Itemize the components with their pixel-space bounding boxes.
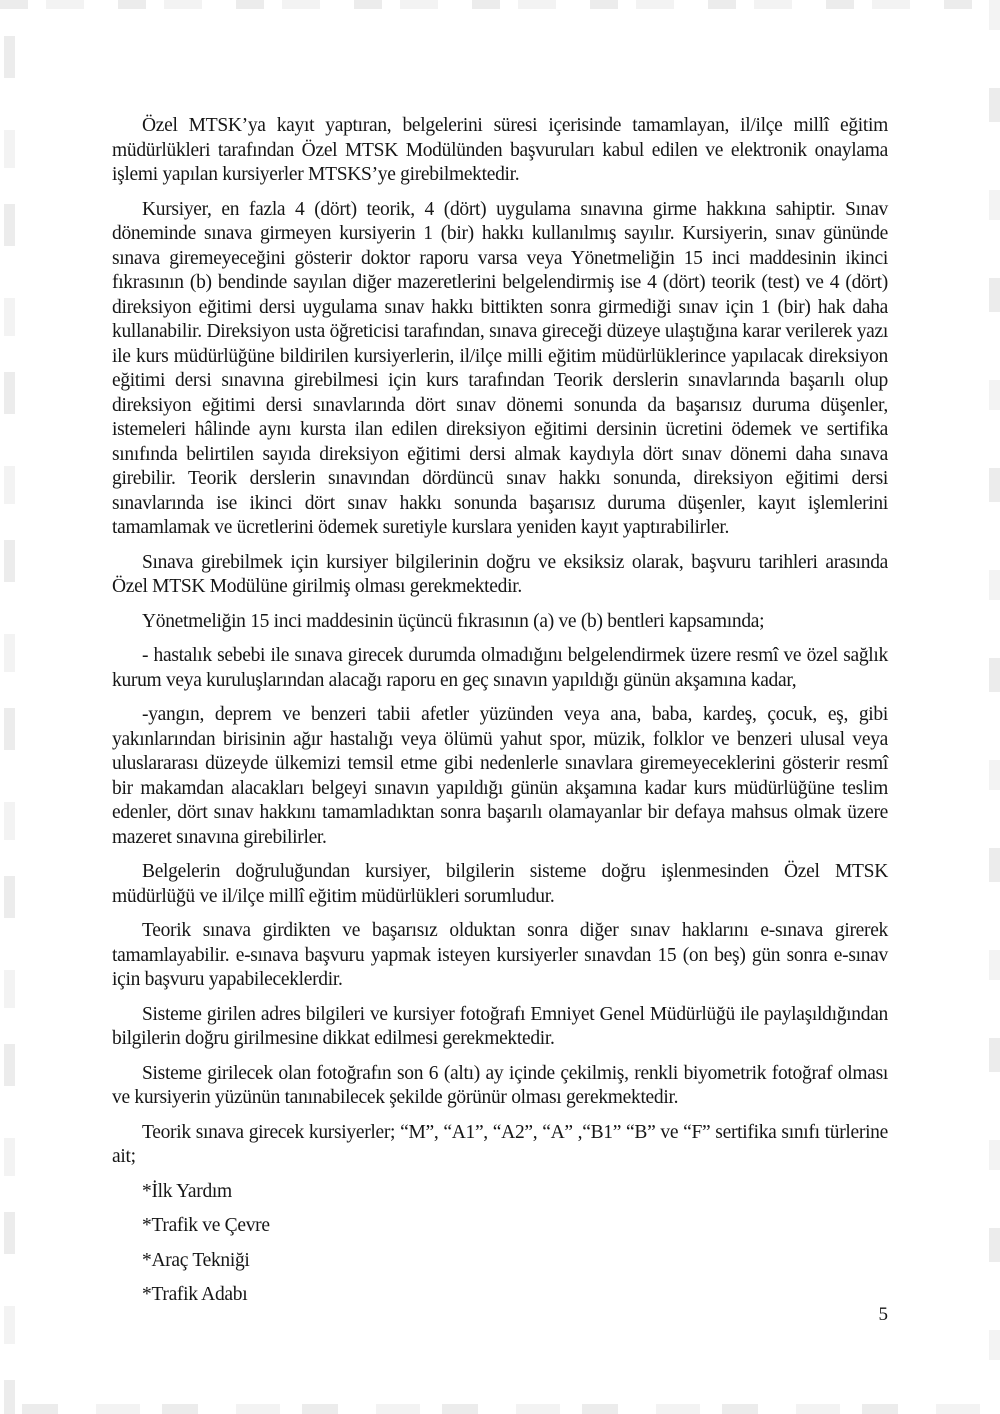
paragraph: Özel MTSK’ya kayıt yaptıran, belgelerini süresi içerisinde tamamlayan, il/ilçe millî eğitim müdürlükleri tarafından Özel MTSK Modülünden başvuruları kabul edilen ve elektronik onaylama işlemi yapılan kursiyerler MTSKS’ye girebilmektedir.	[112, 115, 888, 185]
page-number: 5	[878, 1304, 888, 1325]
paragraph: *Trafik Adabı	[142, 1284, 248, 1305]
paragraph: Yönetmeliğin 15 inci maddesinin üçüncü fıkrasının (a) ve (b) bentleri kapsamında;	[142, 610, 765, 632]
paragraph: - hastalık sebebi ile sınava girecek durumda olmadığını belgelendirmek üzere resmî ve özel sağlık kurum veya kuruluşlarından alacağı raporu en geç sınavın yapıldığı günün akşamına kadar,	[112, 645, 888, 691]
paragraph: -yangın, deprem ve benzeri tabii afetler yüzünden veya ana, baba, kardeş, çocuk, eş, gibi yakınlarından birisinin ağır hastalığı veya ölümü yahut spor, müzik, folklor ve benzeri ulusal veya uluslararası düzeyde ülkemizi temsil etme gibi nedenlerle sınavlara giremeyeceklerini gösterir resmî bir makamdan alacakları belgeyi sınavın yapıldığı günün akşamına kadar kurs müdürlüğüne teslim edenler, dört sınav hakkını tamamladıktan sonra başarılı olamayanlar bir defaya mahsus olmak üzere mazeret sınavına girebilirler.	[112, 704, 888, 848]
scan-noise-left	[4, 0, 15, 1414]
scan-noise-bottom	[0, 1404, 1000, 1414]
text-block	[112, 114, 888, 1318]
scan-noise-right	[989, 0, 1000, 1414]
paragraph: Belgelerin doğruluğundan kursiyer, bilgilerin sisteme doğru işlenmesinden Özel MTSK müdürlüğü ve il/ilçe millî eğitim müdürlükleri sorumludur.	[112, 861, 888, 907]
paragraph: Sisteme girilen adres bilgileri ve kursiyer fotoğrafı Emniyet Genel Müdürlüğü ile paylaşıldığından bilgilerin doğru girilmesine dikkat edilmesi gerekmektedir.	[112, 1003, 888, 1049]
scan-noise-top	[0, 0, 1000, 9]
paragraph: Sisteme girilecek olan fotoğrafın son 6 (altı) ay içinde çekilmiş, renkli biyometrik fotoğraf olması ve kursiyerin yüzünün tanınabilecek şekilde görünür olması gerekmektedir.	[112, 1062, 888, 1108]
paragraph: *Trafik ve Çevre	[142, 1215, 270, 1236]
paragraph: *İlk Yardım	[142, 1180, 232, 1202]
paragraph: Sınava girebilmek için kursiyer bilgilerinin doğru ve eksiksiz olarak, başvuru tarihleri arasında Özel MTSK Modülüne girilmiş olması gerekmektedir.	[112, 551, 888, 597]
paragraph: Teorik sınava girdikten ve başarısız olduktan sonra diğer sınav haklarını e-sınava girerek tamamlayabilir. e-sınava başvuru yapmak isteyen kursiyerler sınavdan 15 (on beş) gün sonra e-sınav için başvuru yapabileceklerdir.	[112, 920, 888, 990]
paragraph: Kursiyer, en fazla 4 (dört) teorik, 4 (dört) uygulama sınavına girme hakkına sahiptir. Sınav döneminde sınava girmeyen kursiyerin 1 (bir) hakkı kullanılmış sayılır. Kursiyerin, sınav gününde sınava giremeyeceğini gösterir doktor raporu varsa veya Yönetmeliğin 15 inci maddesinin ikinci fıkrasının (b) bendinde sayılan diğer mazeretlerini belgelendirmiş ise 4 (dört) teorik (test) ve 4 (dört) direksiyon eğitimi dersi uygulama sınav hakkı bittikten sonra girmediği sınav için 1 (bir) hak daha kullanabilir. Direksiyon usta öğreticisi tarafından, sınava gireceği düzeye ulaştığına karar verilerek yazı ile kurs müdürlüğüne bildirilen kursiyerlerin, il/ilçe milli eğitim müdürlüklerince yapılacak direksiyon eğitimi dersi sınavına girebilmesi için kurs tarafından Teorik derslerin sınavlarında başarılı olup direksiyon eğitimi dersi sınavlarında dört sınav dönemi sonunda da başarısız duruma düşenler, istemeleri hâlinde aynı kursta ilan edilen direksiyon eğitimi dersinin ücretini ödemek ve sertifika sınıfında belirtilen sayıda direksiyon eğitimi dersi almak kaydıyla dört sınav dönemi daha sınava girebilir. Teorik derslerin sınavından dördüncü sınav hakkı sonunda, direksiyon eğitimi dersi sınavlarında ise ikinci dört sınav hakkı sonunda başarısız duruma düşenler, kayıt işlemlerini tamamlamak ve ücretlerini ödemek suretiyle kurslara yeniden kayıt yaptırabilirler.	[112, 198, 888, 538]
paragraph: Teorik sınava girecek kursiyerler; “M”, “A1”, “A2”, “A” ,“B1” “B” ve “F” sertifika sınıfı türlerine ait;	[112, 1121, 888, 1167]
paragraph: *Araç Tekniği	[142, 1249, 250, 1271]
